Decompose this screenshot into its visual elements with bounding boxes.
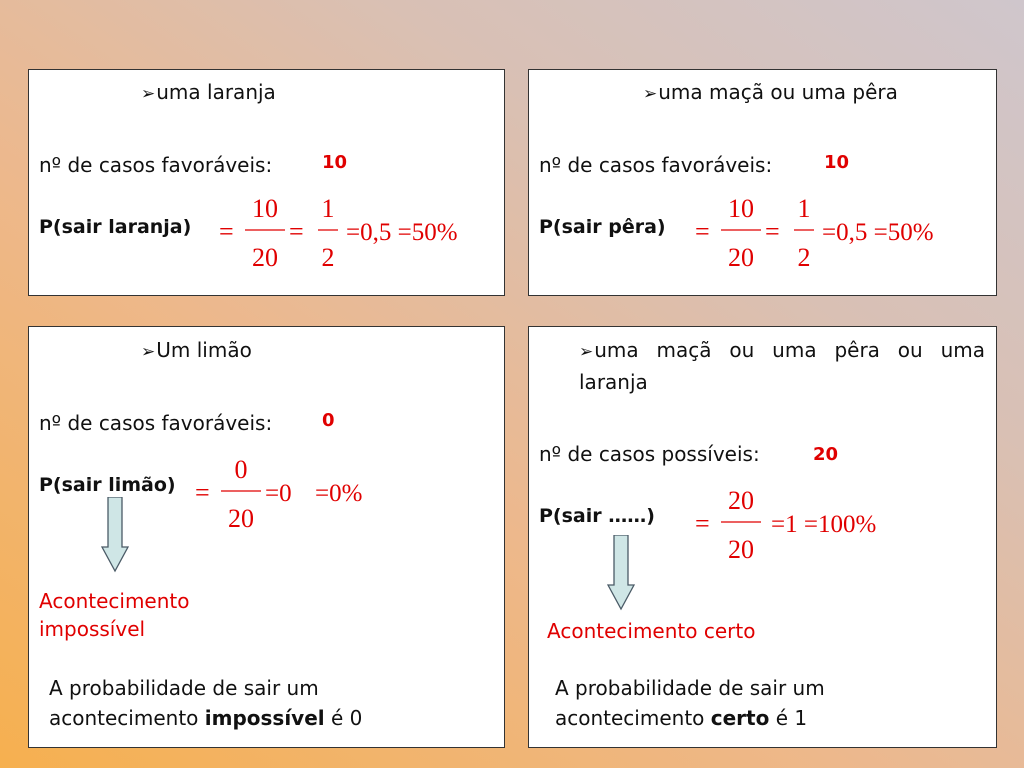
equals-sign: = xyxy=(289,217,304,246)
equals-sign: = xyxy=(695,217,710,246)
favoraveis-label: nº de casos favoráveis: xyxy=(39,411,273,435)
result: =0 xyxy=(265,480,292,507)
favoraveis-value: 10 xyxy=(322,152,348,173)
conclusion-post: é 0 xyxy=(324,706,363,730)
heading-laranja xyxy=(141,80,276,104)
conclusion-text xyxy=(555,673,915,733)
equals-sign: = xyxy=(195,478,210,507)
denominator: 20 xyxy=(728,243,754,272)
conclusion-pre: A probabilidade de sair um acontecimento xyxy=(555,676,825,730)
probability-equation xyxy=(191,451,411,533)
favoraveis-value: 0 xyxy=(322,410,335,431)
denominator: 2 xyxy=(321,243,335,272)
equals-sign: = xyxy=(695,509,710,538)
panel-limao xyxy=(28,326,505,748)
conclusion-text xyxy=(49,673,409,733)
equals-sign: = xyxy=(765,217,780,246)
panel-laranja xyxy=(28,69,505,296)
heading-maca-pera xyxy=(643,80,898,104)
event-type-certo: Acontecimento certo xyxy=(547,619,756,643)
down-arrow-icon xyxy=(101,497,129,573)
possiveis-label: nº de casos possíveis: xyxy=(539,442,760,466)
numerator: 1 xyxy=(797,194,811,223)
arrowhead-bullet-icon: ➢ xyxy=(141,84,156,104)
probability-equation xyxy=(215,190,495,272)
heading-text: uma laranja xyxy=(156,80,276,104)
result: =0,5 =50% xyxy=(822,219,934,246)
panel-maca-pera-laranja xyxy=(528,326,997,748)
equals-sign: = xyxy=(219,217,234,246)
denominator: 20 xyxy=(252,243,278,272)
heading-text: Um limão xyxy=(156,338,252,362)
heading-maca-pera-laranja xyxy=(579,335,985,397)
favoraveis-value: 10 xyxy=(824,152,850,173)
arrowhead-bullet-icon: ➢ xyxy=(643,84,658,104)
arrowhead-bullet-icon: ➢ xyxy=(579,342,594,362)
conclusion-post: é 1 xyxy=(769,706,808,730)
arrowhead-bullet-icon: ➢ xyxy=(141,342,156,362)
result: =0% xyxy=(315,480,363,507)
heading-text: uma maçã ou uma pêra ou uma laranja xyxy=(579,338,985,394)
panel-maca-pera xyxy=(528,69,997,296)
conclusion-keyword: certo xyxy=(710,706,770,730)
result: =0,5 =50% xyxy=(346,219,458,246)
conclusion-pre: A probabilidade de sair um acontecimento xyxy=(49,676,319,730)
possiveis-value: 20 xyxy=(813,444,839,465)
denominator: 20 xyxy=(728,535,754,564)
conclusion-keyword: impossível xyxy=(204,706,325,730)
heading-limao xyxy=(141,338,252,362)
favoraveis-label: nº de casos favoráveis: xyxy=(539,153,773,177)
denominator: 2 xyxy=(797,243,811,272)
event-type-impossivel: Acontecimento impossível xyxy=(39,589,190,641)
down-arrow-icon xyxy=(607,535,635,611)
numerator: 0 xyxy=(234,455,248,484)
heading-text: uma maçã ou uma pêra xyxy=(658,80,898,104)
prob-label: P(sair limão) xyxy=(39,474,176,496)
numerator: 1 xyxy=(321,194,335,223)
result: =1 =100% xyxy=(771,511,877,538)
prob-label: P(sair pêra) xyxy=(539,216,666,238)
numerator: 10 xyxy=(728,194,754,223)
numerator: 20 xyxy=(728,486,754,515)
prob-label: P(sair laranja) xyxy=(39,216,192,238)
probability-equation xyxy=(691,190,981,272)
favoraveis-label: nº de casos favoráveis: xyxy=(39,153,273,177)
denominator: 20 xyxy=(228,504,254,533)
probability-equation xyxy=(691,482,951,564)
prob-label: P(sair ……) xyxy=(539,505,655,527)
numerator: 10 xyxy=(252,194,278,223)
